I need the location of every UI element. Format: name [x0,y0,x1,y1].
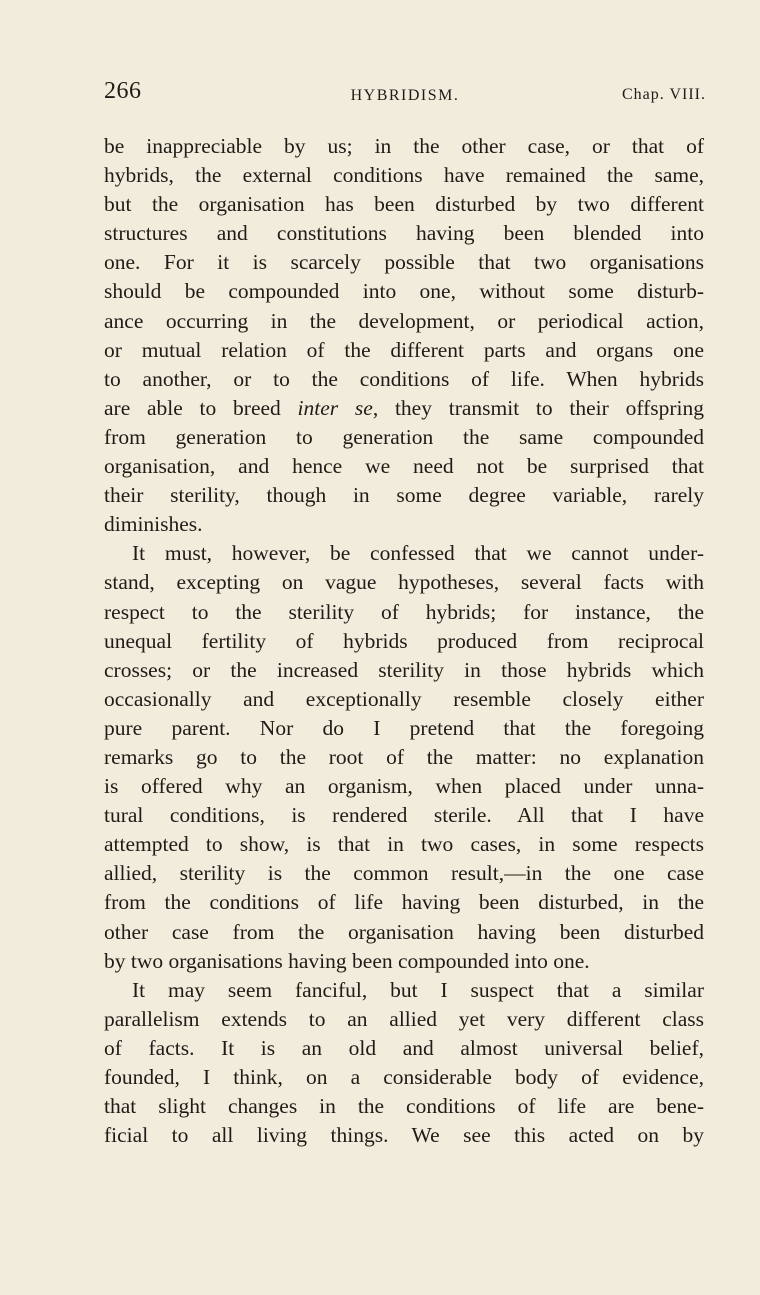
text-line: diminishes. [104,512,203,537]
page-number: 266 [104,78,142,104]
text-line: tural conditions, is rendered sterile. All that I have [104,803,704,828]
text-line [104,394,704,423]
text-line: allied, sterility is the common result,—in the one case [104,861,704,886]
text-line: but the organisation has been disturbed by two different [104,192,704,217]
text-line: from generation to generation the same compounded [104,424,704,449]
text-segment: , they transmit to their offspring [372,395,704,420]
text-line: to another, or to the conditions of life. When hybrids [104,366,704,391]
text-line: that slight changes in the conditions of life are bene- [104,1094,704,1119]
text-line: one. For it is scarcely possible that two organisations [104,250,704,275]
text-line: should be compounded into one, without some disturb- [104,279,704,304]
text-line: respect to the sterility of hybrids; for instance, the [104,599,704,624]
text-line: by two organisations having been compounded into one. [104,948,590,973]
text-line: other case from the organisation having been disturbed [104,919,704,944]
text-line: ance occurring in the development, or periodical action, [104,308,704,333]
text-line: or mutual relation of the different parts and organs one [104,337,704,362]
text-line: It must, however, be confessed that we cannot under- [132,541,704,566]
chapter-label: Chap. VIII. [621,86,706,103]
text-line: remarks go to the root of the matter: no explanation [104,744,704,769]
text-line: It may seem fanciful, but I suspect that a similar [132,977,704,1002]
text-line: occasionally and exceptionally resemble closely either [104,686,704,711]
text-segment: are able to breed [104,395,281,420]
text-line: founded, I think, on a considerable body of evidence, [104,1065,704,1089]
text-line: parallelism extends to an allied yet very different class [104,1006,704,1031]
text-line: stand, excepting on vague hypotheses, several facts with [104,570,704,595]
text-line: ficial to all living things. We see this acted on by [104,1123,704,1148]
text-line: attempted to show, is that in two cases, in some respects [104,832,704,857]
text-line: of facts. It is an old and almost universal belief, [104,1035,704,1060]
text-line: crosses; or the increased sterility in those hybrids which [104,657,704,682]
text-line: structures and constitutions having been blended into [104,221,704,246]
body-text [104,132,704,1150]
text-line: be inappreciable by us; in the other case, or that of [104,134,704,158]
text-line: organisation, and hence we need not be surprised that [104,454,704,479]
italic-phrase: inter se [297,395,373,420]
page-header [104,78,706,112]
text-line: pure parent. Nor do I pretend that the foregoing [104,715,704,740]
text-line: from the conditions of life having been disturbed, in the [104,890,704,915]
text-line: unequal fertility of hybrids produced from reciprocal [104,628,704,653]
text-line: their sterility, though in some degree variable, rarely [104,483,704,508]
text-line: is offered why an organism, when placed under unna- [104,774,704,799]
text-line: hybrids, the external conditions have remained the same, [104,163,704,188]
running-title: HYBRIDISM. [350,87,460,104]
